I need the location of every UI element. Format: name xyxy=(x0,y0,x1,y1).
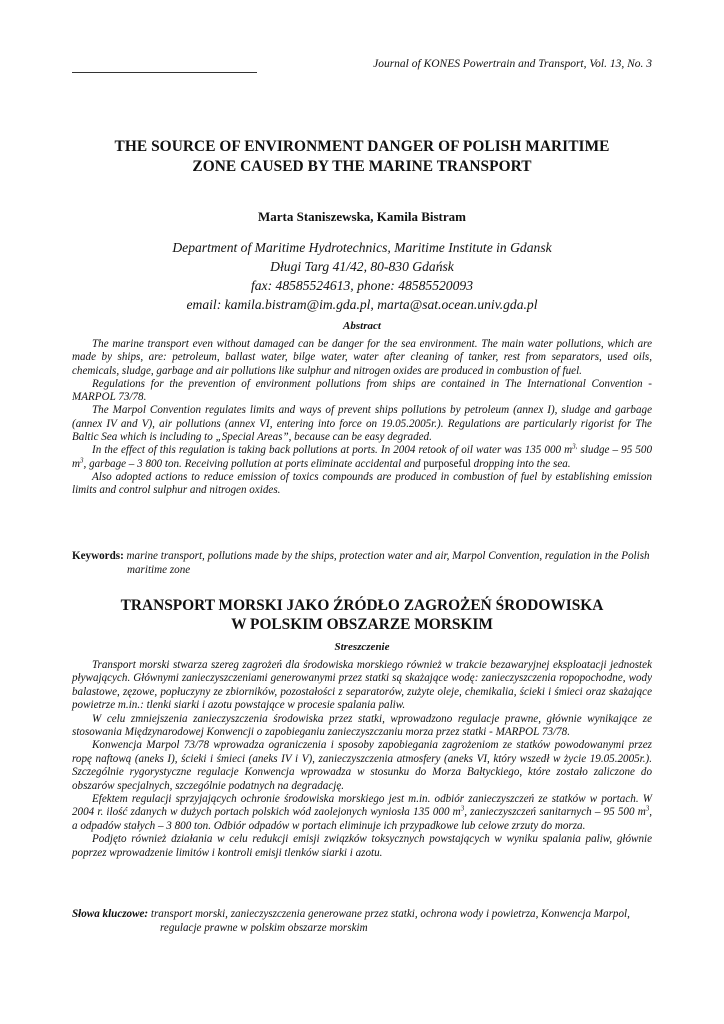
affiliation-line-2: Długi Targ 41/42, 80-830 Gdańsk xyxy=(270,259,454,274)
text-run: , zanieczyszczeń sanitarnych – 95 500 m xyxy=(464,806,646,819)
keywords-pl xyxy=(72,907,652,935)
text-run: , a odpadów stałych – 3 800 ton. Odbiór odpadów w portach eliminuje ich przypadkowe lub celowe zrzuty do morza. xyxy=(72,806,652,832)
abstract-pl-paragraph: Podjęto również działania w celu redukcji emisji związków toksycznych powstających w wyniku spalania paliw, głównie poprzez wprowadzenie limitów i kontroli emisji tlenków siarki i azotu. xyxy=(72,833,652,859)
abstract-en-paragraph: Also adopted actions to reduce emission of toxics compounds are produced in combustion of fuel by establishing emission limits and control sulphur and nitrogen oxides. xyxy=(72,470,652,497)
keywords-pl-text: transport morski, zanieczyszczenia generowane przez statki, ochrona wody i powietrza, Konwencja Marpol, regulacje prawne w polskim obszarze morskim xyxy=(150,908,630,934)
superscript: 3 xyxy=(645,804,650,813)
keywords-text: marine transport, pollutions made by the ships, protection water and air, Marpol Convention, regulation in the Polish maritime zone xyxy=(126,550,650,576)
affiliation-line-4: email: kamila.bistram@im.gda.pl, marta@sat.ocean.univ.gda.pl xyxy=(186,297,538,312)
journal-header: Journal of KONES Powertrain and Transport, Vol. 13, No. 3 xyxy=(373,58,652,70)
abstract-pl-paragraph: Transport morski stwarza szereg zagrożeń dla środowiska morskiego również w trakcie bezawaryjnej eksploatacji jednostek pływających. Głównymi zanieczyszczeniami generowanymi przez statki są skażające wodę: zanieczyszczenia ropopochodne, wody balastowe, zęzowe, popłuczyny ze zbiorników, pozostałości z separatorów, zużyte oleje, chemikalia, ścieki i śmieci oraz skażające powietrze m.in.: tlenki siarki i azotu powstające w procesie spalania paliw. xyxy=(72,659,652,712)
abstract-pl-paragraph xyxy=(72,793,652,833)
superscript: 3 xyxy=(460,804,465,813)
affiliation-line-3: fax: 48585524613, phone: 48585520093 xyxy=(250,278,473,293)
keywords-label: Keywords: xyxy=(72,550,124,562)
keywords-en xyxy=(72,549,652,577)
paper-title-pl xyxy=(72,596,652,634)
superscript: 3, xyxy=(572,442,578,451)
abstract-en-paragraph xyxy=(72,444,652,471)
abstract-pl-paragraph: Konwencja Marpol 73/78 wprowadza ograniczenia i sposoby zapobiegania zagrożeniom ze statków powodowanymi przez ropę naftową (aneks I), ścieki i śmieci (aneks IV i V), zanieczyszczenia atmosfery (aneks VI, który wszedł w życie 19.05.2005r.). Szczególnie rygorystyczne regulacje Konwencja wprowadza w stosunku do Morza Bałtyckiego, które zostało zaliczone do obszarów specjalnych, szczególnie podatnych na degradację. xyxy=(72,739,652,792)
abstract-en-paragraph: Regulations for the prevention of environment pollutions from ships are contained in The International Convention - MARPOL 73/78. xyxy=(72,377,652,404)
abstract-en-paragraph: The Marpol Convention regulates limits and ways of prevent ships pollutions by petroleum (annex I), sludge and garbage (annex IV and V), air pollutions (annex VI, entering into force on 19.05.2005r.). Regulations are particularly rigorist for The Baltic Sea which is including to „Special Areas”, because can be easy degraded. xyxy=(72,404,652,444)
authors: Marta Staniszewska, Kamila Bistram xyxy=(258,209,466,224)
keywords-pl-label: Słowa kluczowe: xyxy=(72,908,149,920)
text-run: purposeful xyxy=(423,457,471,470)
text-run: dropping into the sea. xyxy=(470,457,571,470)
abstract-pl xyxy=(72,659,652,860)
text-run: In the effect of this regulation is taking back pollutions at ports. In 2004 retook of oil water was 135 000 m xyxy=(92,444,573,457)
paper-title-en xyxy=(72,137,652,177)
affiliation-line-1: Department of Maritime Hydrotechnics, Maritime Institute in Gdansk xyxy=(172,240,552,255)
abstract-en xyxy=(72,338,652,498)
abstract-en-paragraph: The marine transport even without damaged can be danger for the sea environment. The main water pollutions, which are made by ships, are: petroleum, ballast water, bilge water, water after cleaning of tanker, rest from separators, used oils, chemicals, sludge, garbage and air pollutions like sulphur and nitrogen oxides are produced in combustion of fuel. xyxy=(72,338,652,377)
title-en-line-2: ZONE CAUSED BY THE MARINE TRANSPORT xyxy=(192,158,532,175)
title-pl-line-1: TRANSPORT MORSKI JAKO ŹRÓDŁO ZAGROŻEŃ ŚRODOWISKA xyxy=(120,597,604,614)
streszczenie-heading: Streszczenie xyxy=(334,641,390,653)
text-run: sludge – 95 500 m xyxy=(72,444,652,470)
abstract-pl-paragraph: W celu zmniejszenia zanieczyszczenia środowiska przez statki, wprowadzono regulacje prawne, głównie wynikające ze stosowania Międzynarodowej Konwencji o zapobieganiu zanieczyszczaniu morza przez statki - MARPOL 73/78. xyxy=(72,712,652,739)
title-pl-line-2: W POLSKIM OBSZARZE MORSKIM xyxy=(231,616,493,633)
header-rule xyxy=(72,72,257,73)
text-run: Efektem regulacji sprzyjających ochronie środowiska morskiego jest m.in. odbiór zanieczyszczeń ze statków w portach. W 2004 r. ilość zdanych w dużych portach polskich wód zaolejonych wyniosła 135 000 m xyxy=(72,793,652,819)
abstract-heading: Abstract xyxy=(343,320,381,332)
superscript: 3 xyxy=(80,455,84,464)
text-run: , garbage – 3 800 ton. Receiving pollution at ports eliminate accidental and xyxy=(83,457,424,470)
affiliation xyxy=(72,238,652,314)
title-en-line-1: THE SOURCE OF ENVIRONMENT DANGER OF POLISH MARITIME xyxy=(114,138,610,155)
